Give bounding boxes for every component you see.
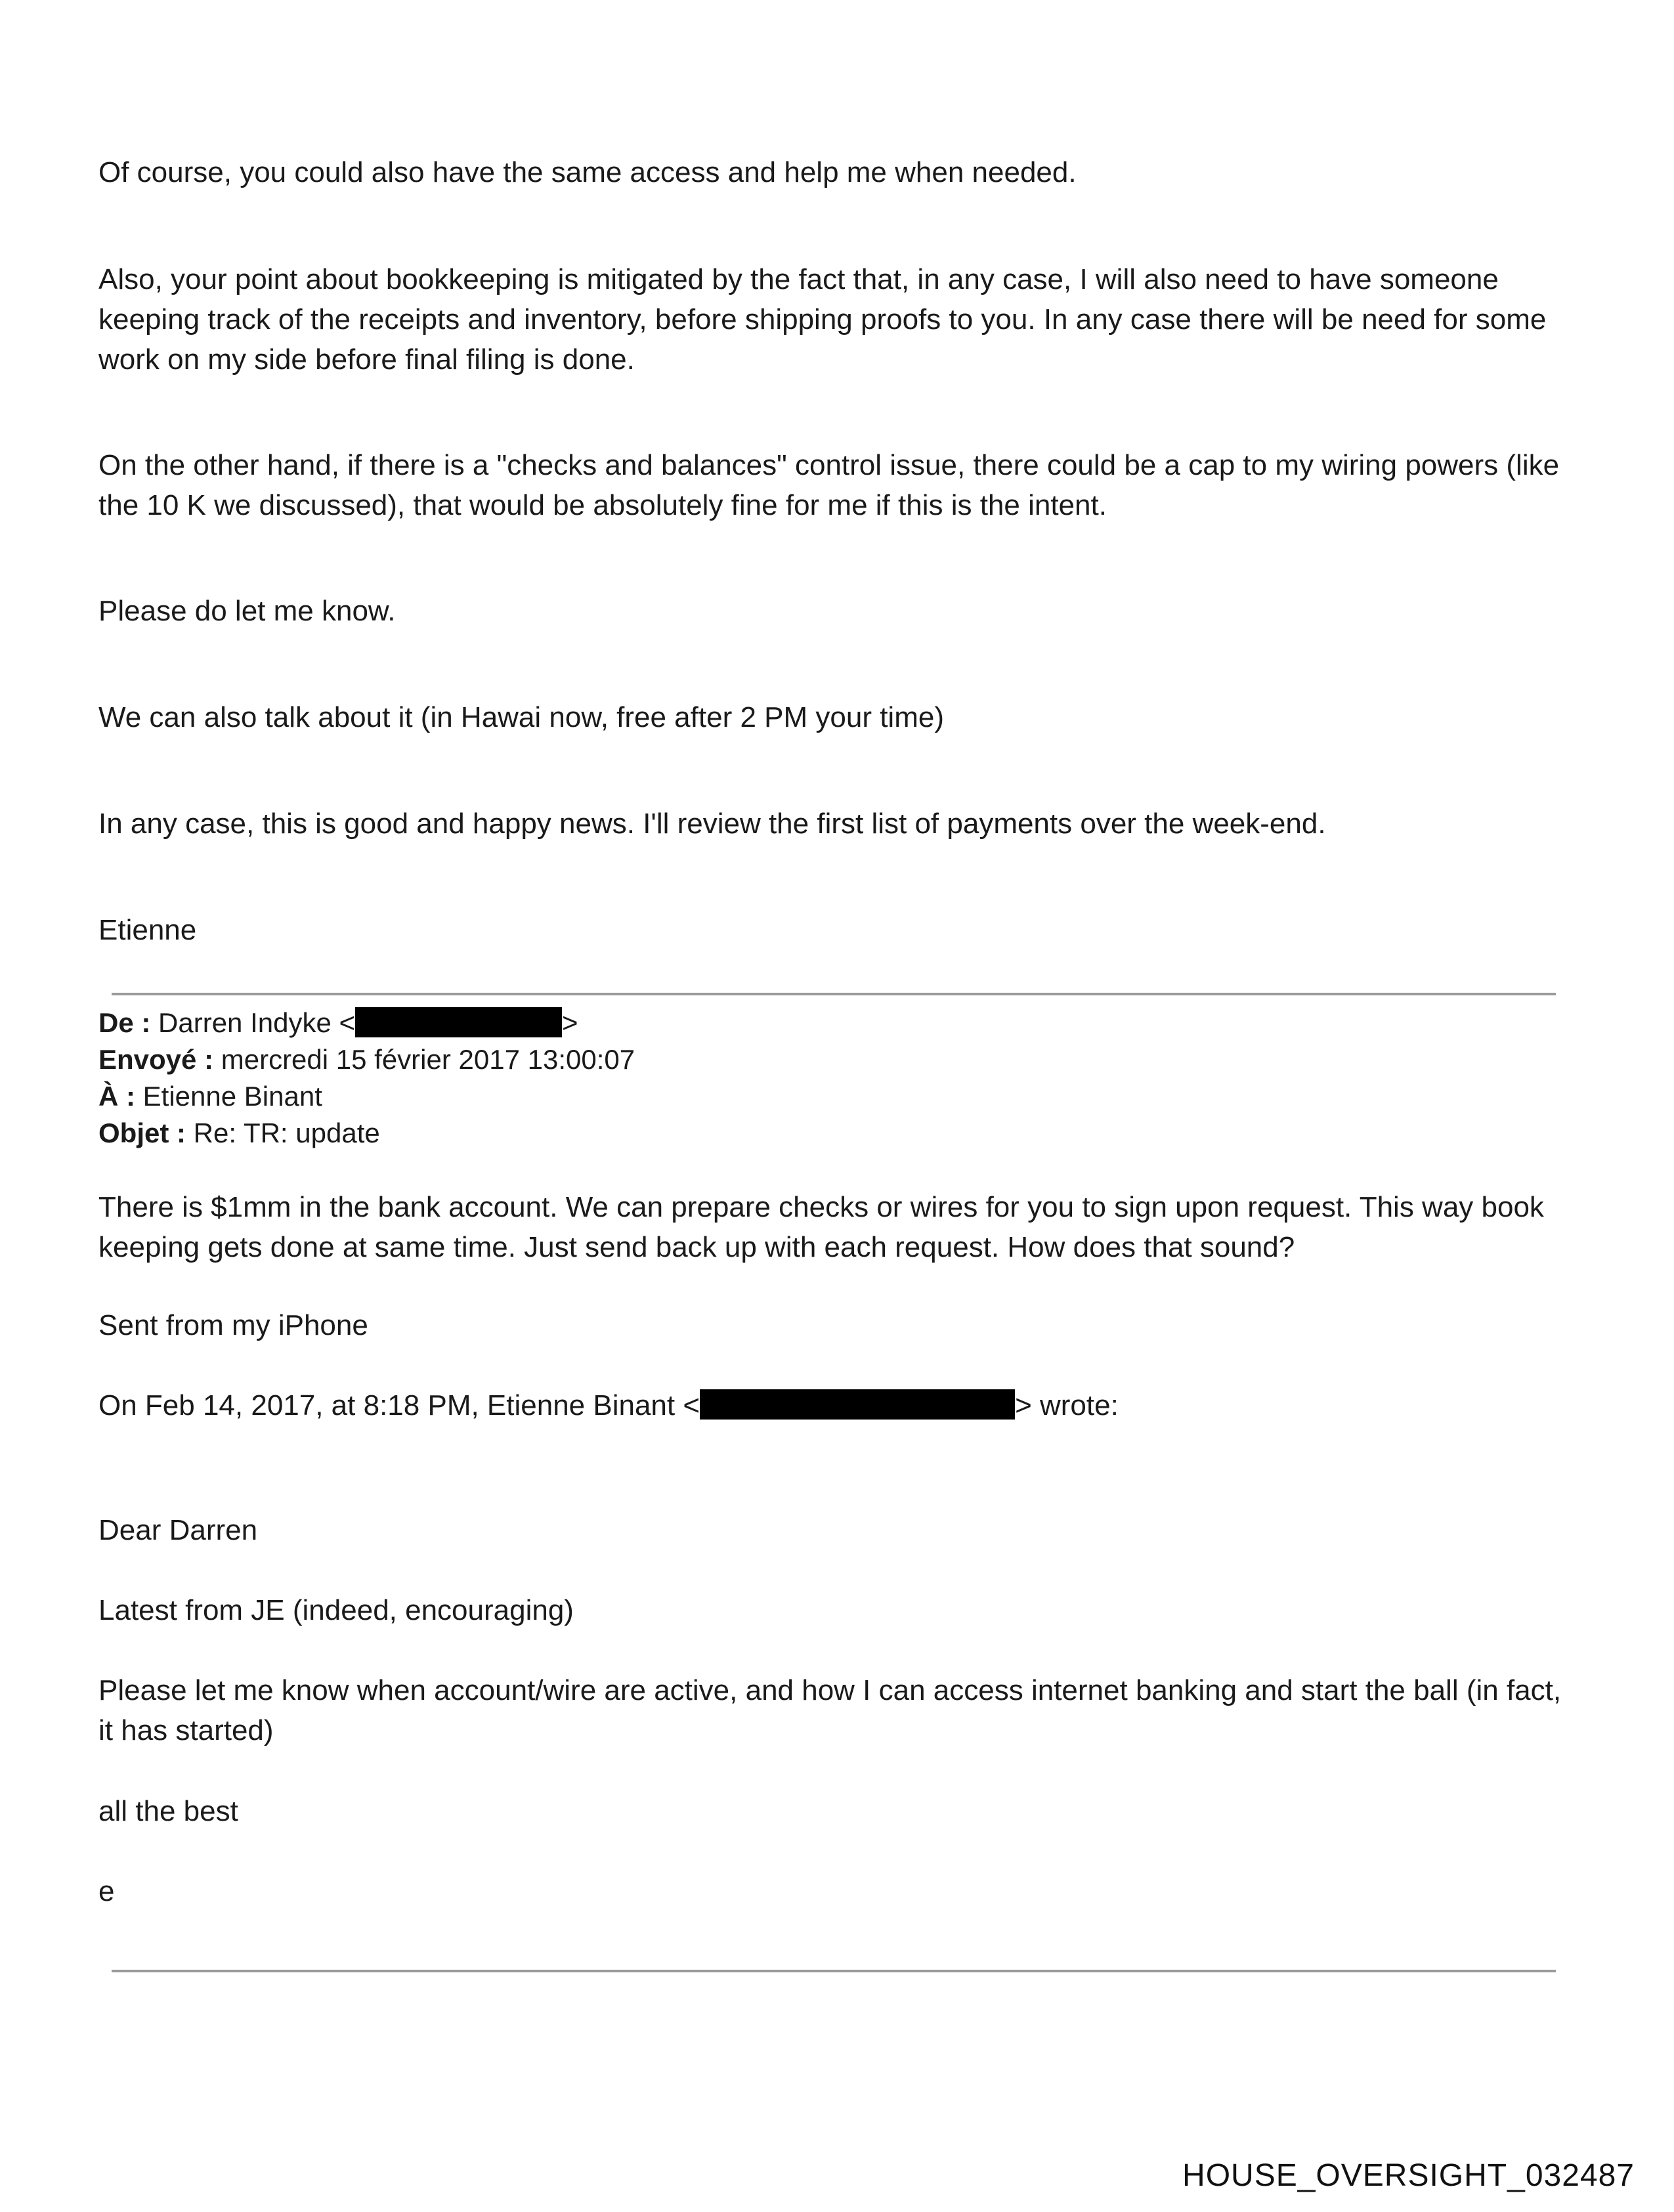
to-label: À : (98, 1081, 135, 1112)
paragraph-bookkeeping: Also, your point about bookkeeping is mitigated by the fact that, in any case, I will also need to have someone keeping track of the receipts and inventory, before shipping proofs to you. In any case there will be need for some work on my side before final filing is done. (98, 263, 1547, 376)
original-line-request: Please let me know when account/wire are active, and how I can access internet banking and start the ball (in fact, it has started) (98, 1674, 1562, 1746)
separator-rule (112, 993, 1556, 995)
header-subject (98, 1115, 380, 1152)
sent-value: mercredi 15 février 2017 13:00:07 (221, 1044, 635, 1075)
original-closing: all the best (98, 1795, 238, 1827)
quote-intro (98, 1385, 1569, 1425)
quote-intro-before: On Feb 14, 2017, at 8:18 PM, Etienne Binant < (98, 1389, 700, 1421)
header-to (98, 1078, 322, 1115)
signature-etienne: Etienne (98, 914, 197, 946)
sent-label: Envoyé : (98, 1044, 214, 1075)
from-value: Darren Indyke < (158, 1007, 356, 1038)
redaction-box (355, 1007, 562, 1037)
redaction-box (700, 1389, 1015, 1420)
original-initial: e (98, 1875, 115, 1907)
header-from (98, 1005, 578, 1041)
subject-value: Re: TR: update (193, 1117, 380, 1148)
paragraph-good-news: In any case, this is good and happy news. I'll review the first list of payments over the week-end. (98, 808, 1326, 840)
header-sent (98, 1041, 635, 1078)
reply-signoff: Sent from my iPhone (98, 1309, 368, 1341)
original-greeting: Dear Darren (98, 1514, 258, 1546)
separator-rule (112, 1970, 1556, 1972)
bates-number: HOUSE_OVERSIGHT_032487 (1182, 2158, 1635, 2193)
paragraph-let-me-know: Please do let me know. (98, 595, 396, 627)
paragraph-checks-balances: On the other hand, if there is a "checks and balances" control issue, there could be a cap to my wiring powers (like the 10 K we discussed), that would be absolutely fine for me if this is the intent. (98, 449, 1560, 521)
subject-label: Objet : (98, 1117, 186, 1148)
to-value: Etienne Binant (142, 1081, 322, 1112)
quote-intro-after: > wrote: (1015, 1389, 1119, 1421)
from-close: > (562, 1007, 578, 1038)
paragraph-talk: We can also talk about it (in Hawai now, free after 2 PM your time) (98, 701, 944, 733)
reply-body: There is $1mm in the bank account. We can prepare checks or wires for you to sign upon request. This way book keeping gets done at same time. Just send back up with each request. How does that sound? (98, 1191, 1544, 1263)
original-line-latest: Latest from JE (indeed, encouraging) (98, 1594, 574, 1626)
from-label: De : (98, 1007, 151, 1038)
paragraph-access: Of course, you could also have the same access and help me when needed. (98, 156, 1077, 188)
